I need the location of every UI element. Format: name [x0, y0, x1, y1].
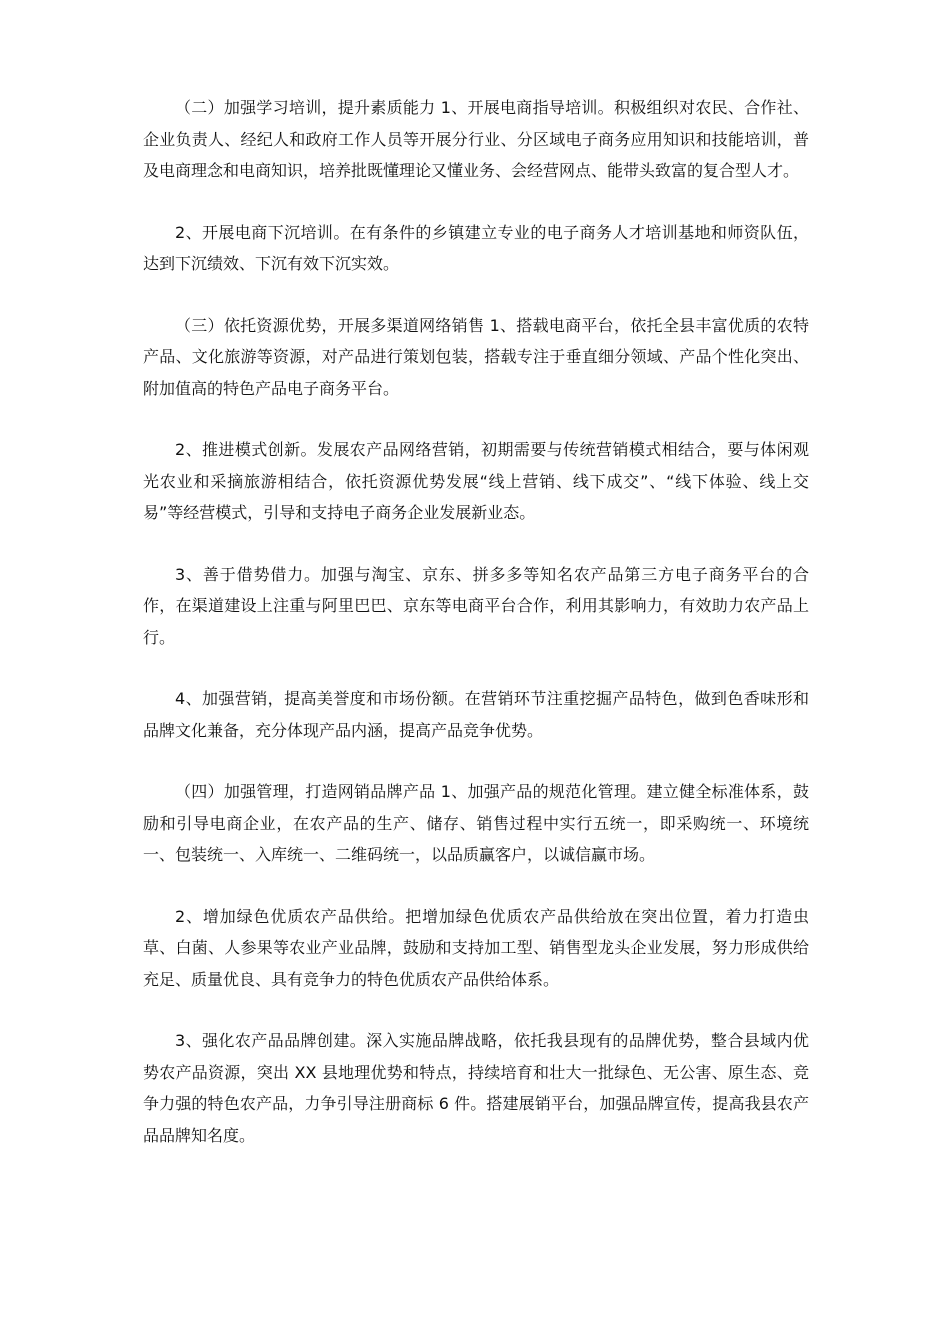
document-body — [143, 92, 809, 1151]
paragraph-resource-advantage-section: （三）依托资源优势，开展多渠道网络销售 1、搭载电商平台，依托全县丰富优质的农特产品、文化旅游等资源，对产品进行策划包装，搭载专注于垂直细分领域、产品个性化突出、附加值高的特色产品电子商务平台。 — [143, 315, 809, 398]
paragraph-marketing: 4、加强营销，提高美誉度和市场份额。在营销环节注重挖掘产品特色，做到色香味形和品牌文化兼备，充分体现产品内涵，提高产品竞争优势。 — [143, 689, 809, 740]
paragraph-sinking-training: 2、开展电商下沉培训。在有条件的乡镇建立专业的电子商务人才培训基地和师资队伍，达到下沉绩效、下沉有效下沉实效。 — [143, 222, 809, 273]
paragraph-management-section: （四）加强管理，打造网销品牌产品 1、加强产品的规范化管理。建立健全标准体系，鼓励和引导电商企业，在农产品的生产、储存、销售过程中实行五统一，即采购统一、环境统一、包装统一、入库统一、二维码统一，以品质赢客户，以诚信赢市场。 — [143, 782, 809, 864]
paragraph-brand-building: 3、强化农产品品牌创建。深入实施品牌战略，依托我县现有的品牌优势，整合县域内优势农产品资源，突出 XX 县地理优势和特点，持续培育和壮大一批绿色、无公害、原生态、竞争力强的特色农产品，力争引导注册商标 6 件。搭建展销平台，加强品牌宣传，提高我县农产品品牌知名度。 — [143, 1031, 809, 1145]
paragraph-leverage-platforms: 3、善于借势借力。加强与淘宝、京东、拼多多等知名农产品第三方电子商务平台的合作，在渠道建设上注重与阿里巴巴、京东等电商平台合作，利用其影响力，有效助力农产品上行。 — [143, 564, 809, 647]
paragraph-training-section: （二）加强学习培训，提升素质能力 1、开展电商指导培训。积极组织对农民、合作社、企业负责人、经纪人和政府工作人员等开展分行业、分区域电子商务应用知识和技能培训，普及电商理念和电商知识，培养批既懂理论又懂业务、会经营网点、能带头致富的复合型人才。 — [143, 98, 809, 180]
paragraph-model-innovation: 2、推进模式创新。发展农产品网络营销，初期需要与传统营销模式相结合，要与体闲观光农业和采摘旅游相结合，依托资源优势发展“线上营销、线下成交”、“线下体验、线上交易”等经营模式，引导和支持电子商务企业发展新业态。 — [143, 440, 809, 522]
paragraph-green-supply: 2、增加绿色优质农产品供给。把增加绿色优质农产品供给放在突出位置，着力打造虫草、白菌、人参果等农业产业品牌，鼓励和支持加工型、销售型龙头企业发展，努力形成供给充足、质量优良、具有竞争力的特色优质农产品供给体系。 — [143, 906, 809, 989]
